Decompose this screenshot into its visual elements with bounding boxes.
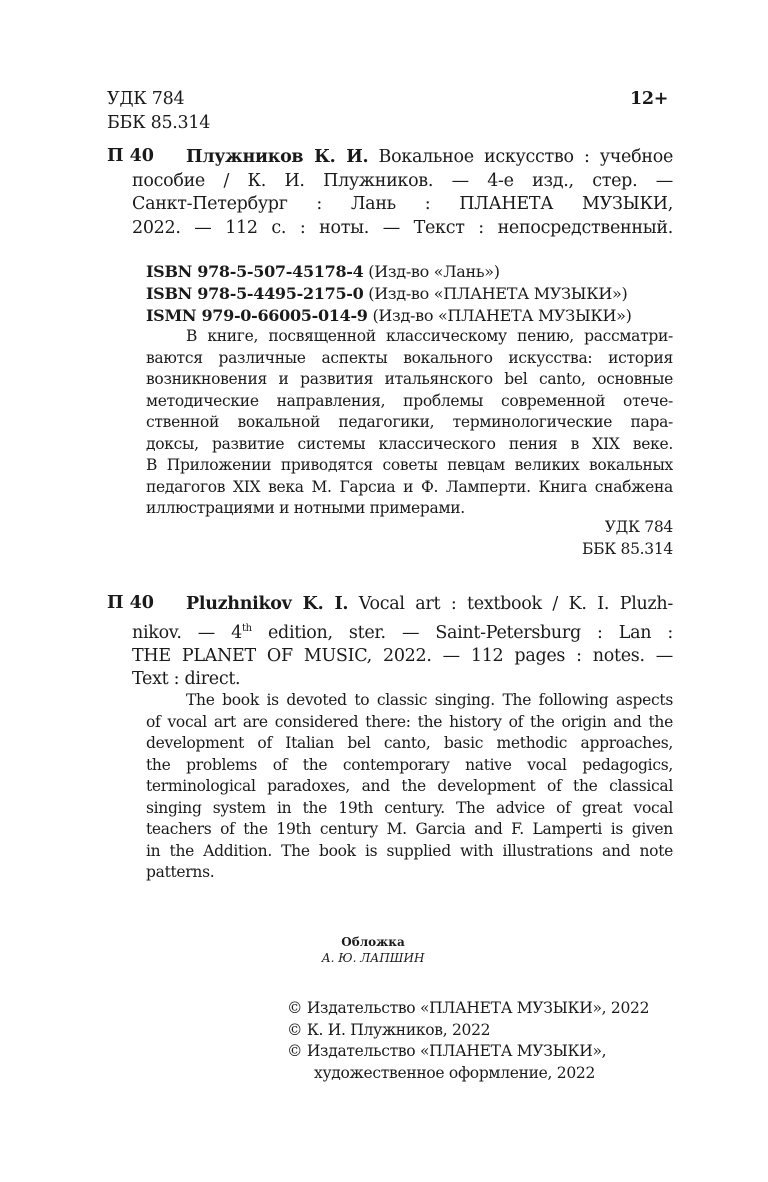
abstract-line: The book is devoted to classic singing. The following aspects [186, 691, 673, 709]
abstract-line: В Приложении приводятся советы певцам великих вокальных [146, 456, 673, 474]
en-abstract [146, 690, 673, 884]
entry-text: nikov. — 4 [132, 622, 242, 643]
entry-text: edition, ster. — Saint-Petersburg : Lan : [251, 622, 673, 643]
abstract-line: terminological paradoxes, and the development of the classical [146, 777, 673, 795]
en-author: Pluzhnikov K. I. [186, 594, 349, 614]
isbn-number: ISBN 978-5-4495-2175-0 [146, 284, 364, 303]
footer-classification [582, 517, 673, 560]
abstract-line: the problems of the contemporary native vocal pedagogics, [146, 755, 673, 774]
abstract-line: in the Addition. The book is supplied with illustrations and note [146, 841, 673, 860]
abstract-line: of vocal art are considered there: the history of the origin and the [146, 712, 673, 731]
en-author-mark: П 40 [107, 593, 154, 613]
abstract-line: методические направления, проблемы современной отече- [146, 391, 673, 410]
entry-line [132, 617, 673, 645]
isbn-publisher: (Изд-во «ПЛАНЕТА МУЗЫКИ») [368, 284, 628, 303]
isbn-list [146, 261, 632, 327]
entry-line: Text : direct. [132, 669, 241, 690]
entry-line: Санкт-Петербург : Лань : ПЛАНЕТА МУЗЫКИ, [132, 194, 673, 214]
udk-code: УДК 784 [604, 518, 673, 536]
entry-line: пособие / К. И. Плужников. — 4-е изд., стер. — [132, 170, 673, 191]
ismn-line [146, 305, 632, 327]
superscript: th [241, 622, 252, 634]
ru-abstract [146, 326, 673, 520]
abstract-line: иллюстрациями и нотными примерами. [146, 499, 465, 517]
entry-line: Vocal art : textbook / K. I. Pluzh- [358, 594, 673, 614]
bbk-code: ББК 85.314 [582, 539, 673, 558]
abstract-line: педагогов XIX века М. Гарсиа и Ф. Ламперти. Книга снабжена [146, 477, 673, 496]
isbn-publisher: (Изд-во «Лань») [368, 262, 500, 281]
entry-line: Вокальное искусство : учебное [378, 147, 673, 167]
abstract-line: patterns. [146, 863, 215, 881]
copyright-line: художественное оформление, 2022 [314, 1063, 596, 1082]
abstract-line: development of Italian bel canto, basic methodic approaches, [146, 734, 673, 752]
isbn-line [146, 283, 632, 305]
cover-label: Обложка [341, 935, 405, 949]
udk-code: УДК 784 [107, 89, 185, 109]
bbk-code: ББК 85.314 [107, 112, 211, 133]
abstract-line: доксы, развитие системы классического пения в XIX веке. [146, 434, 673, 453]
abstract-line: ваются различные аспекты вокального искусства: история [146, 348, 673, 367]
abstract-line: возникновения и развития итальянского bel canto, основные [146, 370, 673, 388]
abstract-line: В книге, посвященной классическому пению, рассматри- [186, 327, 673, 345]
isbn-number: ISBN 978-5-507-45178-4 [146, 262, 364, 281]
copyright-line: © К. И. Плужников, 2022 [287, 1020, 491, 1039]
ru-author: Плужников К. И. [186, 147, 369, 167]
en-bibliographic-entry [132, 593, 673, 692]
abstract-line: teachers of the 19th century M. Garcia and F. Lamperti is given [146, 820, 673, 838]
copyright-block [287, 998, 649, 1084]
isbn-line [146, 261, 632, 283]
entry-line: THE PLANET OF MUSIC, 2022. — 112 pages : notes. — [132, 645, 673, 666]
age-rating: 12+ [630, 89, 669, 109]
cover-artist: А. Ю. ЛАПШИН [321, 951, 425, 965]
abstract-line: ственной вокальной педагогики, терминологические пара- [146, 413, 673, 431]
abstract-line: singing system in the 19th century. The advice of great vocal [146, 798, 673, 817]
copyright-line: © Издательство «ПЛАНЕТА МУЗЫКИ», 2022 [287, 999, 650, 1017]
ru-bibliographic-entry [132, 146, 673, 240]
copyright-line: © Издательство «ПЛАНЕТА МУЗЫКИ», [287, 1042, 607, 1060]
classification-header [107, 88, 210, 135]
ru-author-mark: П 40 [107, 146, 154, 166]
ismn-number: ISMN 979-0-66005-014-9 [146, 306, 368, 325]
isbn-publisher: (Изд-во «ПЛАНЕТА МУЗЫКИ») [372, 306, 632, 325]
cover-credit [318, 934, 428, 966]
entry-line: 2022. — 112 с. : ноты. — Текст : непосредственный. [132, 217, 673, 238]
